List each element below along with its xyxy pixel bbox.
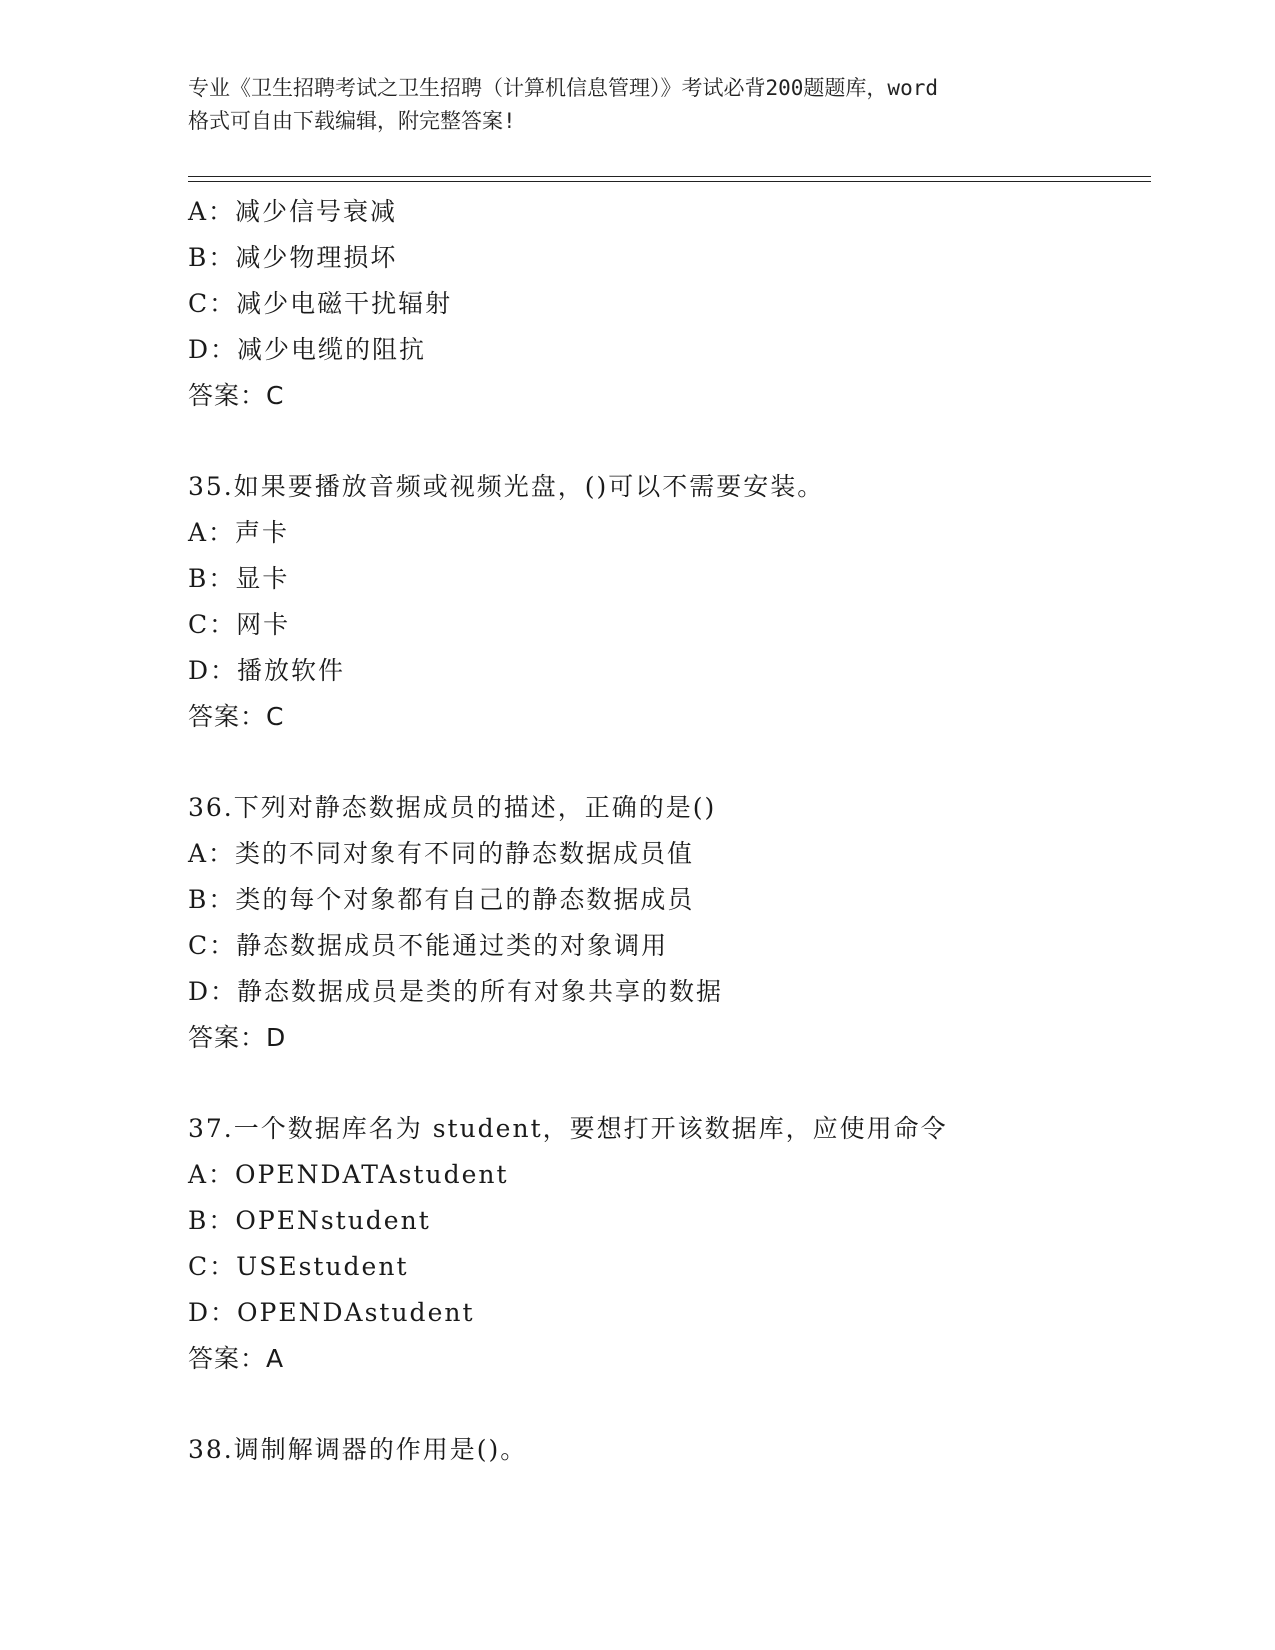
q34-answer: 答案：C	[188, 381, 285, 410]
q35-option-b: B：显卡	[188, 564, 290, 593]
q36-option-d: D：静态数据成员是类的所有对象共享的数据	[188, 977, 724, 1006]
q35-option-a: A：声卡	[188, 518, 290, 547]
question-37	[188, 1106, 1138, 1382]
header-divider-top	[188, 176, 1151, 177]
q38-question: 38.调制解调器的作用是()。	[188, 1435, 528, 1464]
header-divider-bottom	[188, 181, 1151, 182]
spacer	[188, 740, 1138, 785]
q34-option-b: B：减少物理损坏	[188, 243, 398, 272]
q37-option-b: B：OPENstudent	[188, 1206, 431, 1235]
q37-question: 37.一个数据库名为 student，要想打开该数据库，应使用命令	[188, 1114, 948, 1143]
document-header	[188, 72, 1088, 138]
q37-option-d: D：OPENDAstudent	[188, 1298, 475, 1327]
header-line-1: 专业《卫生招聘考试之卫生招聘（计算机信息管理）》考试必背200题题库，word	[188, 76, 938, 100]
q36-option-c: C：静态数据成员不能通过类的对象调用	[188, 931, 669, 960]
q35-question: 35.如果要播放音频或视频光盘，()可以不需要安装。	[188, 472, 825, 501]
question-list	[188, 189, 1138, 1473]
q34-option-c: C：减少电磁干扰辐射	[188, 289, 453, 318]
q37-option-c: C：USEstudent	[188, 1252, 409, 1281]
q36-answer: 答案：D	[188, 1023, 287, 1052]
spacer	[188, 419, 1138, 464]
question-35	[188, 464, 1138, 740]
q37-option-a: A：OPENDATAstudent	[188, 1160, 509, 1189]
spacer	[188, 1382, 1138, 1427]
q34-option-d: D：减少电缆的阻抗	[188, 335, 427, 364]
q36-option-a: A：类的不同对象有不同的静态数据成员值	[188, 839, 695, 868]
q36-option-b: B：类的每个对象都有自己的静态数据成员	[188, 885, 695, 914]
header-line-2: 格式可自由下载编辑，附完整答案!	[188, 109, 516, 133]
question-36	[188, 785, 1138, 1061]
q37-answer: 答案：A	[188, 1344, 285, 1373]
question-34	[188, 189, 1138, 419]
q35-option-d: D：播放软件	[188, 656, 346, 685]
question-38	[188, 1427, 1138, 1473]
q36-question: 36.下列对静态数据成员的描述，正确的是()	[188, 793, 717, 822]
q35-option-c: C：网卡	[188, 610, 291, 639]
spacer	[188, 1061, 1138, 1106]
q35-answer: 答案：C	[188, 702, 285, 731]
q34-option-a: A：减少信号衰减	[188, 197, 398, 226]
